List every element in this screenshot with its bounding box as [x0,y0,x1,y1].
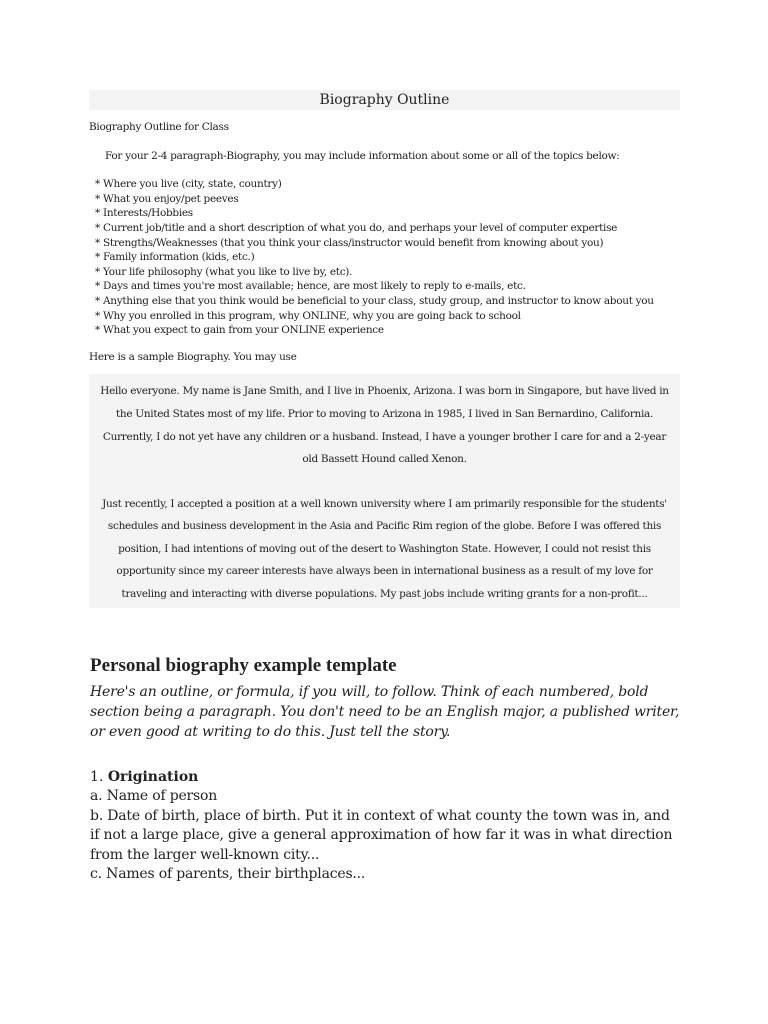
list-item: * Why you enrolled in this program, why ONLINE, why you are going back to school [95,309,680,324]
section-title: Origination [107,769,199,785]
section-number: 1. [90,769,104,785]
list-item: * Family information (kids, etc.) [95,250,680,265]
document-subtitle: Biography Outline for Class [89,121,229,133]
template-section [90,654,682,885]
sample-biography [89,374,680,607]
list-item: * Strengths/Weaknesses (that you think your class/instructor would benefit from knowing about you) [95,236,680,251]
sample-paragraph: Hello everyone. My name is Jane Smith, and I live in Phoenix, Arizona. I was born in Singapore, but have lived in the United States most of my life. Prior to moving to Arizona in 1985, I lived in San Bernardino, California. Currently, I do not yet have any children or a husband. Instead, I have a younger brother I care for and a 2-year old Bassett Hound called Xenon. [100,385,669,466]
template-intro: Here's an outline, or formula, if you will, to follow. Think of each numbered, bold section being a paragraph. You don't need to be an English major, a published writer, or even good at writing to do this. Just tell the story. [90,684,680,740]
document-page [89,90,680,608]
sample-intro: Here is a sample Biography. You may use [89,350,297,363]
list-item: * What you expect to gain from your ONLINE experience [95,323,680,338]
list-item: * Your life philosophy (what you like to live by, etc). [95,265,680,280]
list-item: * Interests/Hobbies [95,206,680,221]
section-items [90,787,682,885]
topics-intro: For your 2-4 paragraph-Biography, you may include information about some or all of the topics below: [105,149,620,162]
list-item: b. Date of birth, place of birth. Put it in context of what county the town was in, and if not a large place, give a general approximation of how far it was in what direction from the larger well-known city... [90,807,673,863]
list-item: * Anything else that you think would be beneficial to your class, study group, and instructor to know about you [95,294,680,309]
list-item: * What you enjoy/pet peeves [95,192,680,207]
document-title: Biography Outline [89,90,680,110]
template-heading: Personal biography example template [90,655,397,676]
sample-paragraph: Just recently, I accepted a position at a well known university where I am primarily responsible for the students' schedules and business development in the Asia and Pacific Rim region of the globe. Before I was offered this position, I had intentions of moving out of the desert to Washington State. However, I could not resist this opportunity since my career interests have always been in international business as a result of my love for traveling and interacting with diverse populations. My past jobs include writing grants for a non-profit... [102,497,667,601]
list-item: a. Name of person [90,788,218,804]
list-item: c. Names of parents, their birthplaces... [90,866,366,882]
list-item: * Days and times you're most available; hence, are most likely to reply to e-mails, etc. [95,279,680,294]
list-item: * Current job/title and a short description of what you do, and perhaps your level of computer expertise [95,221,680,236]
topics-list [95,177,680,338]
list-item: * Where you live (city, state, country) [95,177,680,192]
section-heading [90,767,682,787]
